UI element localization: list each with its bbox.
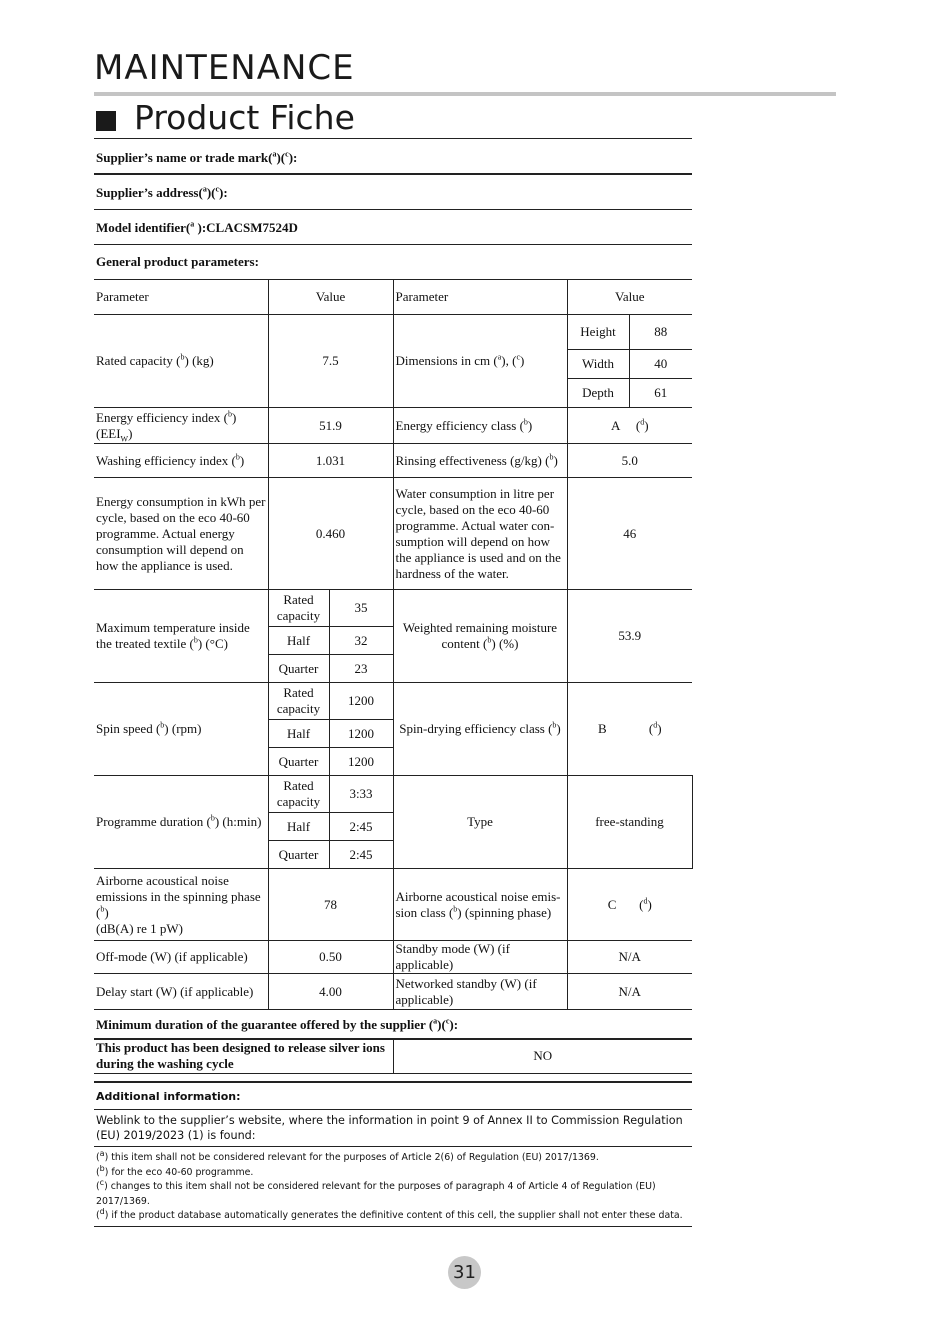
- footnotes: [96, 1148, 686, 1224]
- divider: [94, 1109, 692, 1110]
- type-label: Type: [393, 776, 567, 869]
- page-number-badge: 31: [448, 1256, 481, 1289]
- spin-quarter-value: 1200: [329, 748, 393, 776]
- divider: [94, 1226, 692, 1227]
- divider: [94, 173, 692, 175]
- col-header-value: Value: [268, 280, 393, 315]
- duration-quarter-label: Quarter: [268, 841, 329, 869]
- energy-consumption-value: 0.460: [268, 478, 393, 590]
- eei-label: Energy efficiency index ($^b$) $(EEI_W)$: [94, 408, 268, 444]
- section-bullet-square: [96, 111, 116, 131]
- depth-label: Depth: [567, 379, 629, 408]
- energy-consumption-label: Energy consumption in kWh per cycle, based on the eco 40-60 programme. Actual energy consumption will depend on how the appliance is used.: [94, 478, 268, 590]
- off-mode-label: Off-mode (W) (if applicable): [94, 941, 268, 974]
- max-temp-half-label: Half: [268, 627, 329, 655]
- washing-efficiency-value: 1.031: [268, 444, 393, 478]
- rated-capacity-value: 7.5: [268, 315, 393, 408]
- duration-half-label: Half: [268, 813, 329, 841]
- max-temp-quarter-value: 23: [329, 655, 393, 683]
- spin-rated-label: Rated capacity: [268, 683, 329, 720]
- divider: [94, 138, 692, 139]
- spin-half-label: Half: [268, 720, 329, 748]
- general-params-label: General product parameters:: [96, 254, 259, 269]
- parameters-table: [94, 279, 693, 1010]
- noise-class-value: C ($^d$): [567, 869, 692, 941]
- divider: [94, 209, 692, 210]
- supplier-address-label: Supplier’s address($^a$)($^c$):: [96, 184, 228, 200]
- spin-class-value: B ($^d$): [567, 683, 692, 776]
- section-title: Product Fiche: [134, 98, 355, 137]
- additional-info-label: Additional information:: [96, 1090, 241, 1103]
- rated-capacity-label: Rated capacity ($^b$) (kg): [94, 315, 268, 408]
- silver-ions-table: [94, 1038, 692, 1074]
- spin-speed-label: Spin speed ($^b$) (rpm): [94, 683, 268, 776]
- guarantee-label: Minimum duration of the guarantee offered by the supplier ($^a$)($^c$):: [96, 1016, 459, 1032]
- page-header-title: MAINTENANCE: [94, 48, 355, 88]
- water-consumption-label: Water consumption in litre per cycle, based on the eco 40-60 programme. Actual water con- sumption will depend on how the appliance is used and on the hardness of the water.: [393, 478, 567, 590]
- footnote-a: ($^a$) this item shall not be considered relevant for the purposes of Article 2(6) of Regulation (EU) 2017/1369.: [96, 1148, 599, 1163]
- col-header-value: Value: [567, 280, 692, 315]
- networked-standby-label: Networked standby (W) (if applicable): [393, 974, 567, 1010]
- standby-label: Standby mode (W) (if applicable): [393, 941, 567, 974]
- spin-half-value: 1200: [329, 720, 393, 748]
- weblink-text: Weblink to the supplier’s website, where the information in point 9 of Annex II to Commission Regulation (EU) 2019/2023 (1) is found:: [96, 1114, 683, 1142]
- width-value: 40: [629, 350, 692, 379]
- dimensions-label: Dimensions in cm ($^a$), ($^c$): [393, 315, 567, 408]
- depth-value: 61: [629, 379, 692, 408]
- supplier-name-label: Supplier’s name or trade mark($^a$)($^c$):: [96, 149, 298, 165]
- max-temp-label: Maximum temperature inside the treated textile ($^b$) (°C): [94, 590, 268, 683]
- duration-quarter-value: 2:45: [329, 841, 393, 869]
- networked-standby-value: N/A: [567, 974, 692, 1010]
- col-header-parameter: Parameter: [393, 280, 567, 315]
- standby-value: N/A: [567, 941, 692, 974]
- energy-class-value: A ($^d$): [567, 408, 692, 444]
- rinsing-value: 5.0: [567, 444, 692, 478]
- off-mode-value: 0.50: [268, 941, 393, 974]
- spin-class-label: Spin-drying efficiency class ($^b$): [393, 683, 567, 776]
- noise-class-label: Airborne acoustical noise emis- sion class ($^b$) (spinning phase): [393, 869, 567, 941]
- width-label: Width: [567, 350, 629, 379]
- noise-label: Airborne acoustical noise emissions in the spinning phase ($^b$) (dB(A) re 1 pW): [94, 869, 268, 941]
- model-identifier-value: CLACSM7524D: [206, 220, 298, 235]
- header-divider: [94, 92, 836, 96]
- max-temp-rated-label: Rated capacity: [268, 590, 329, 627]
- height-label: Height: [567, 315, 629, 350]
- noise-value: 78: [268, 869, 393, 941]
- footnote-c: ($^c$) changes to this item shall not be considered relevant for the purposes of paragraph 4 of Article 4 of Regulation (EU) 2017/1369.: [96, 1177, 656, 1207]
- footnote-b: ($^b$) for the eco 40-60 programme.: [96, 1163, 254, 1178]
- divider: [94, 244, 692, 245]
- footnote-d: ($^d$) if the product database automatically generates the definitive content of this cell, the supplier shall not enter these data.: [96, 1206, 683, 1221]
- energy-class-label: Energy efficiency class ($^b$): [393, 408, 567, 444]
- divider: [94, 1081, 692, 1083]
- divider: [94, 1146, 692, 1147]
- duration-label: Programme duration ($^b$) (h:min): [94, 776, 268, 869]
- model-identifier-label: Model identifier($^a$ ):CLACSM7524D: [96, 219, 298, 235]
- rinsing-label: Rinsing effectiveness (g/kg) ($^b$): [393, 444, 567, 478]
- col-header-parameter: Parameter: [94, 280, 268, 315]
- max-temp-quarter-label: Quarter: [268, 655, 329, 683]
- moisture-value: 53.9: [567, 590, 692, 683]
- max-temp-half-value: 32: [329, 627, 393, 655]
- silver-ions-value: NO: [393, 1039, 692, 1073]
- duration-half-value: 2:45: [329, 813, 393, 841]
- delay-start-label: Delay start (W) (if applicable): [94, 974, 268, 1010]
- max-temp-rated-value: 35: [329, 590, 393, 627]
- delay-start-value: 4.00: [268, 974, 393, 1010]
- water-consumption-value: 46: [567, 478, 692, 590]
- height-value: 88: [629, 315, 692, 350]
- type-value: free-standing: [567, 776, 692, 869]
- duration-rated-value: 3:33: [329, 776, 393, 813]
- silver-ions-label: This product has been designed to release silver ions during the washing cycle: [94, 1039, 393, 1073]
- moisture-label: Weighted remaining moisture content ($^b$) (%): [393, 590, 567, 683]
- eei-value: 51.9: [268, 408, 393, 444]
- spin-rated-value: 1200: [329, 683, 393, 720]
- spin-quarter-label: Quarter: [268, 748, 329, 776]
- washing-efficiency-label: Washing efficiency index ($^b$): [94, 444, 268, 478]
- duration-rated-label: Rated capacity: [268, 776, 329, 813]
